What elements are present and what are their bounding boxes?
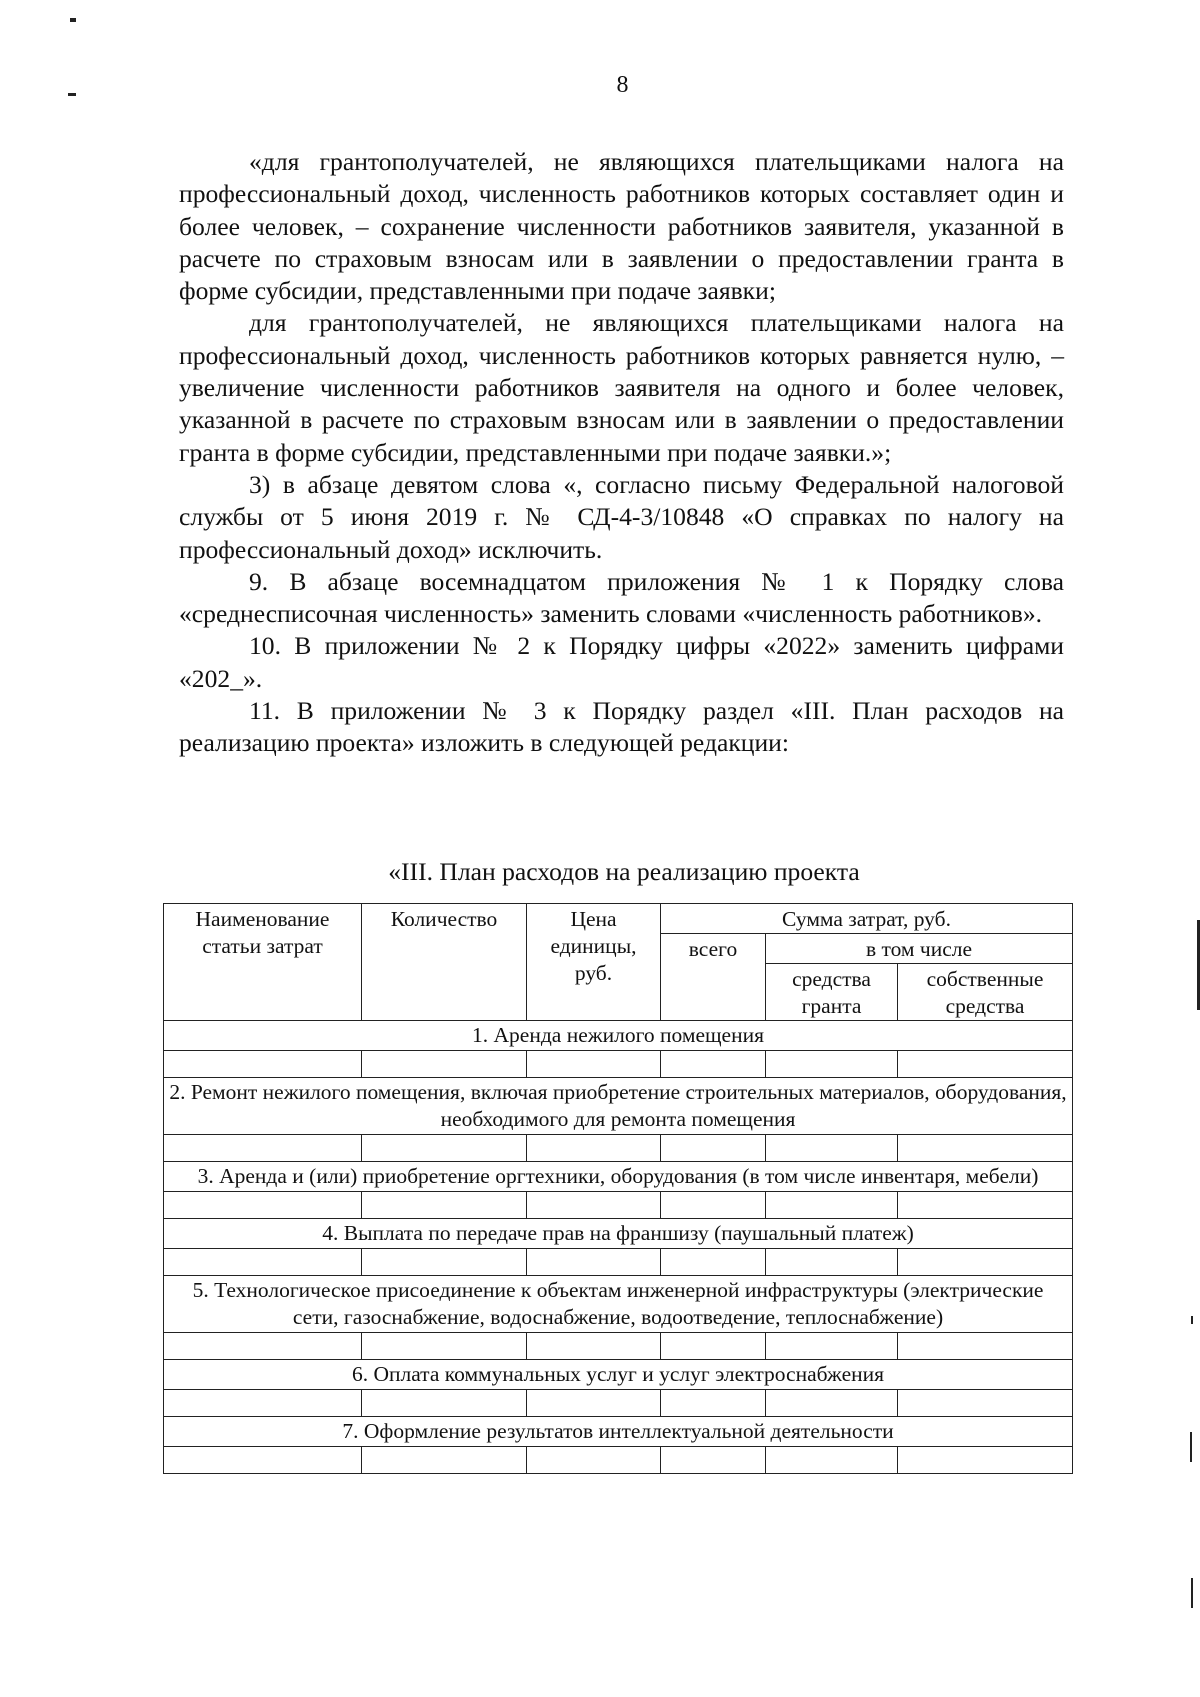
table-row	[164, 1390, 1073, 1417]
table-row	[164, 1249, 1073, 1276]
paragraph: «для грантополучателей, не являющихся плательщиками налога на профессиональный доход, численность работников которых составляет один и более человек, – сохранение численности работников заявителя, указанной в расчете по страховым взносам или в заявлении о предоставлении гранта в форме субсидии, представленными при подаче заявки;	[179, 147, 1064, 306]
header-own-funds: собственные средства	[898, 964, 1073, 1021]
category-row: 2. Ремонт нежилого помещения, включая приобретение строительных материалов, оборудования, необходимого для ремонта помещения	[164, 1078, 1073, 1135]
header-quantity: Количество	[362, 904, 527, 1021]
header-including: в том числе	[766, 934, 1073, 964]
scan-mark	[70, 18, 76, 22]
scan-mark	[1191, 1316, 1193, 1324]
category-row: 5. Технологическое присоединение к объектам инженерной инфраструктуры (электрические сети, газоснабжение, водоснабжение, водоотведение, теплоснабжение)	[164, 1276, 1073, 1333]
table-row	[164, 1135, 1073, 1162]
paragraph: 9. В абзаце восемнадцатом приложения № 1 к Порядку слова «среднесписочная численность» заменить словами «численность работников».	[179, 566, 1064, 629]
table-row	[164, 1333, 1073, 1360]
category-row: 1. Аренда нежилого помещения	[164, 1021, 1073, 1051]
paragraph: для грантополучателей, не являющихся плательщиками налога на профессиональный доход, численность работников которых равняется нулю, – увеличение численности работников заявителя на одного и более человек, указанной в расчете по страховым взносам или в заявлении о предоставлении гранта в форме субсидии, представленными при подаче заявки.»;	[179, 308, 1064, 467]
paragraph: 10. В приложении № 2 к Порядку цифры «2022» заменить цифрами «202_».	[179, 631, 1064, 693]
page-number: 8	[616, 72, 629, 98]
section-title	[179, 856, 1200, 888]
table-row	[164, 1051, 1073, 1078]
paragraph: 3) в абзаце девятом слова «, согласно письму Федеральной налоговой службы от 5 июня 2019 г. № СД-4-3/10848 «О справках по налогу на профессиональный доход» исключить.	[179, 469, 1064, 564]
category-row: 4. Выплата по передаче прав на франшизу (паушальный платеж)	[164, 1219, 1073, 1249]
paragraph: 11. В приложении № 3 к Порядку раздел «III. План расходов на реализацию проекта» изложить в следующей редакции:	[179, 696, 1064, 758]
header-unit-price: Цена единицы, руб.	[527, 904, 661, 1021]
table-row	[164, 1447, 1073, 1474]
table-row	[164, 1192, 1073, 1219]
section-title-text: «III. План расходов на реализацию проекта	[388, 857, 860, 886]
scan-mark	[1191, 1578, 1193, 1608]
scan-mark	[1190, 1432, 1192, 1462]
category-row: 3. Аренда и (или) приобретение оргтехники, оборудования (в том числе инвентаря, мебели)	[164, 1162, 1073, 1192]
category-row: 7. Оформление результатов интеллектуальной деятельности	[164, 1417, 1073, 1447]
header-total: всего	[661, 934, 766, 1021]
header-grant-funds: средства гранта	[766, 964, 898, 1021]
document-body	[179, 146, 1064, 760]
header-total-cost: Сумма затрат, руб.	[661, 904, 1073, 934]
category-row: 6. Оплата коммунальных услуг и услуг электроснабжения	[164, 1360, 1073, 1390]
expense-plan-table	[163, 903, 1073, 1474]
header-name: Наименование статьи затрат	[164, 904, 362, 1021]
